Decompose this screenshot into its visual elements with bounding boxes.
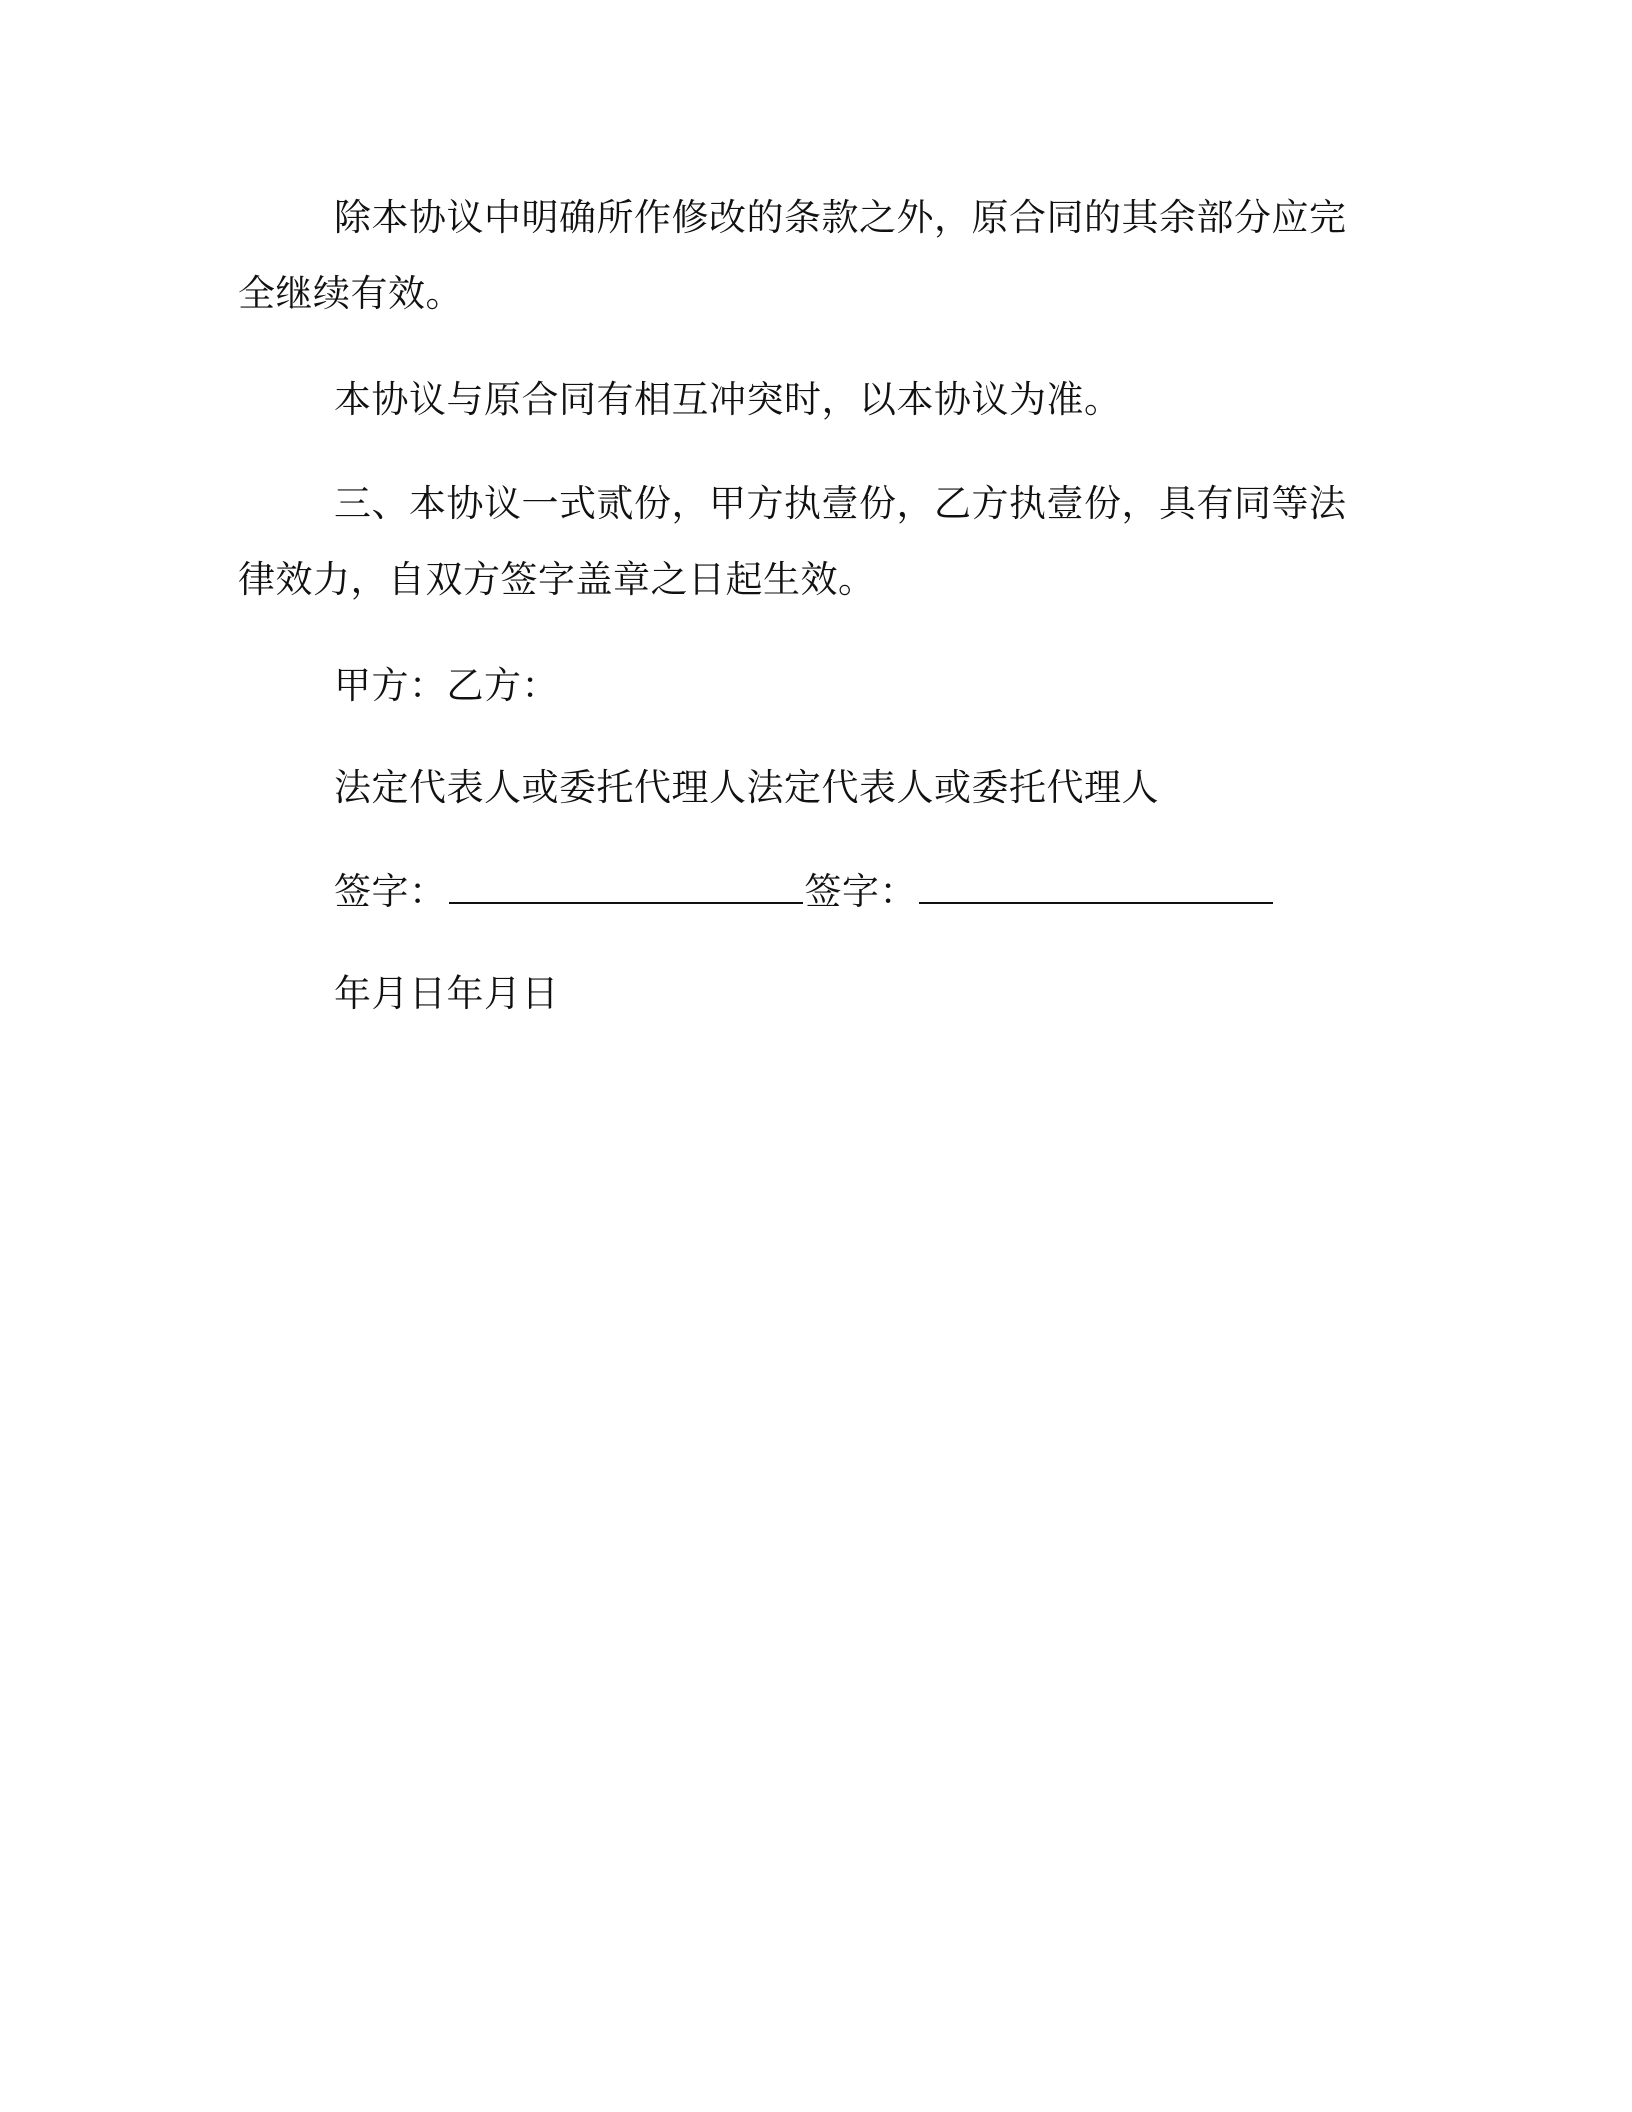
- signature-label-party-b: 签字：: [804, 870, 917, 913]
- parties-line: 甲方：乙方：: [334, 664, 559, 707]
- representative-line: 法定代表人或委托代理人法定代表人或委托代理人: [334, 766, 1159, 809]
- clause-copies-effect: 三、本协议一式贰份，甲方执壹份，乙方执壹份，具有同等法律效力，自双方签字盖章之日起生效。: [238, 482, 1347, 601]
- signature-line: [334, 854, 1378, 930]
- date-line: 年月日年月日: [334, 972, 559, 1015]
- signature-blank-party-b[interactable]: [919, 898, 1273, 904]
- signature-blank-party-a[interactable]: [449, 898, 803, 904]
- clause-precedence: 本协议与原合同有相互冲突时，以本协议为准。: [334, 378, 1122, 421]
- clause-remaining-valid: 除本协议中明确所作修改的条款之外，原合同的其余部分应完全继续有效。: [238, 196, 1347, 315]
- signature-label-party-a: 签字：: [334, 870, 447, 913]
